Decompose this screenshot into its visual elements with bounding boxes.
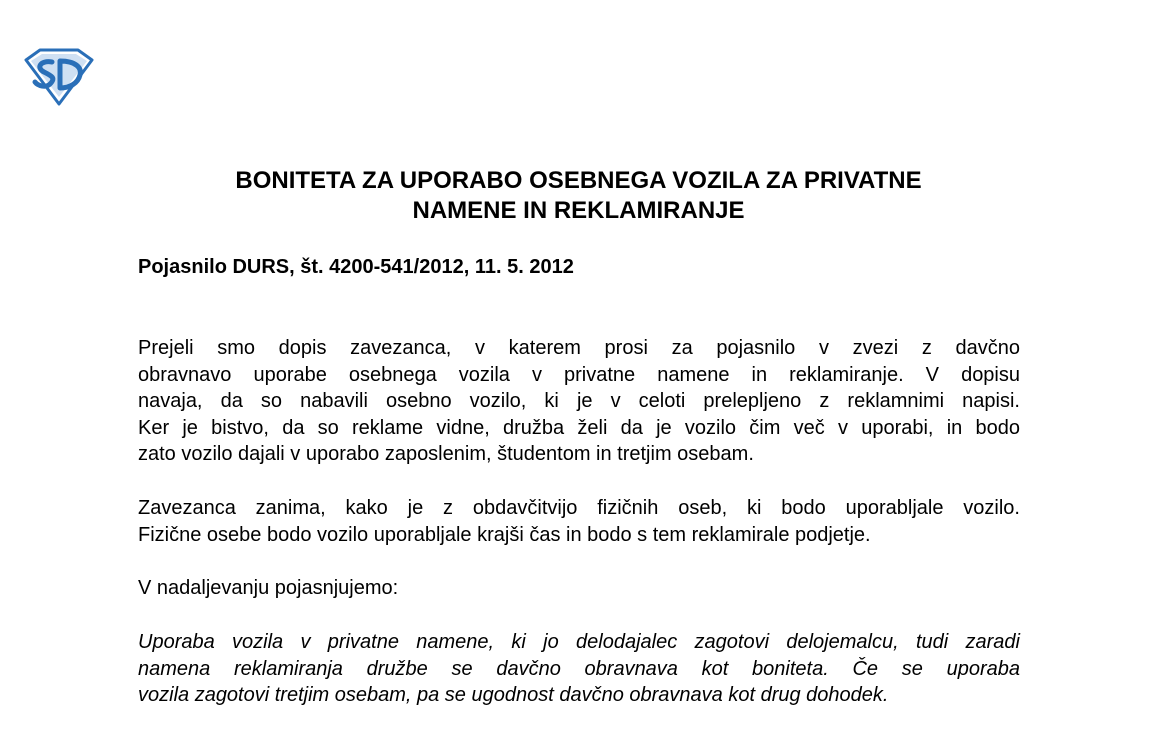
text-line: zato vozilo dajali v uporabo zaposlenim, študentom in tretjim osebam.	[138, 443, 754, 465]
text-line: obravnavo uporabe osebnega vozila v privatne namene in reklamiranje. V dopisu	[138, 363, 1020, 386]
text-line: Zavezanca zanima, kako je z obdavčitvijo fizičnih oseb, ki bodo uporabljale vozilo.	[138, 497, 1020, 519]
paragraph-request	[138, 335, 1020, 468]
paragraph-answer	[138, 629, 1020, 709]
paragraph-intro	[138, 575, 1020, 602]
document-title	[100, 166, 1057, 226]
text-line: vozila zagotovi tretjim osebam, pa se ugodnost davčno obravnava kot drug dohodek.	[138, 684, 889, 706]
text-line: Ker je bistvo, da so reklame vidne, družba želi da je vozilo čim več v uporabi, in bodo	[138, 416, 1020, 439]
document-subtitle: Pojasnilo DURS, št. 4200-541/2012, 11. 5. 2012	[138, 256, 574, 278]
text-line: navaja, da so nabavili osebno vozilo, ki je v celoti prelepljeno z reklamnimi napisi.	[138, 390, 1020, 412]
title-line: NAMENE IN REKLAMIRANJE	[412, 197, 745, 224]
title-line: BONITETA ZA UPORABO OSEBNEGA VOZILA ZA PRIVATNE	[235, 167, 922, 194]
sd-shield-logo-icon	[22, 48, 96, 106]
text-line: namena reklamiranja družbe se davčno obravnava kot boniteta. Če se uporaba	[138, 657, 1020, 680]
text-line: Prejeli smo dopis zavezanca, v katerem prosi za pojasnilo v zvezi z davčno	[138, 337, 1020, 359]
text-line: Fizične osebe bodo vozilo uporabljale krajši čas in bodo s tem reklamirale podjetje.	[138, 523, 871, 546]
text-line: V nadaljevanju pojasnjujemo:	[138, 577, 399, 599]
text-line: Uporaba vozila v privatne namene, ki jo delodajalec zagotovi delojemalcu, tudi zaradi	[138, 631, 1020, 653]
paragraph-question	[138, 495, 1020, 548]
